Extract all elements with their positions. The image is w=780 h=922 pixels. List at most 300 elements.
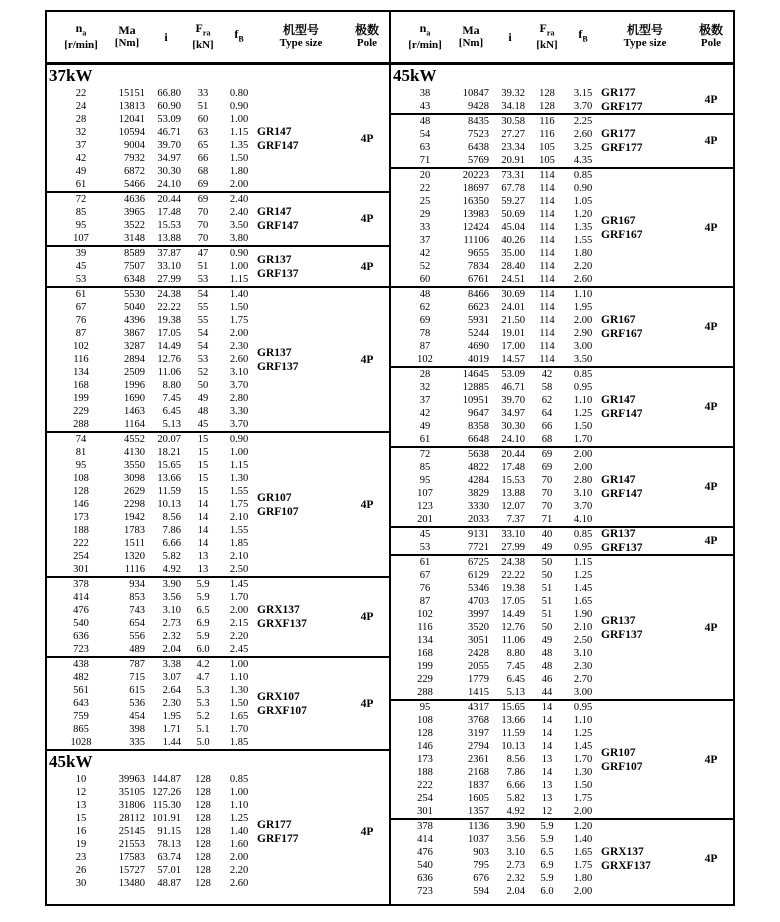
cell-service-factor: 3.70 [229,419,249,430]
cell-service-factor: 1.15 [573,557,593,568]
cell-ratio: 2.04 [162,644,181,655]
cell-radial-force: 6.9 [540,860,554,871]
type-size-line: GRX137 [257,604,300,616]
cell-service-factor: 1.90 [573,609,593,620]
table-row [47,379,389,392]
cell-radial-force: 55 [197,315,209,326]
cell-speed: 12 [75,787,87,798]
table-row [47,472,389,485]
cell-radial-force: 5.1 [196,724,210,735]
cell-ratio: 27.99 [501,542,525,553]
table-row [47,392,389,405]
cell-ratio: 6.66 [162,538,181,549]
cell-speed: 19 [75,839,87,850]
header-symbol-fb: $f_B$ [578,27,588,44]
cell-speed: 72 [75,194,87,205]
cell-speed: 42 [419,408,431,419]
cell-speed: 37 [75,140,87,151]
cell-torque: 454 [129,711,145,722]
cell-radial-force: 5.0 [196,737,210,748]
type-size-line: GRF177 [601,101,643,113]
cell-speed: 865 [73,724,89,735]
cell-ratio: 53.09 [157,114,181,125]
cell-service-factor: 2.00 [573,886,593,897]
column-header-ma [107,12,147,62]
pole-label: 4P [704,621,718,634]
cell-speed: 87 [75,328,87,339]
cell-radial-force: 70 [197,233,209,244]
table-row [391,779,733,792]
cell-ratio: 3.10 [506,847,525,858]
cell-ratio: 7.86 [162,525,181,536]
cell-torque: 6438 [468,142,489,153]
table-row [47,206,389,219]
type-size-line: GRF137 [601,542,643,554]
cell-radial-force: 70 [197,220,209,231]
cell-radial-force: 114 [539,354,555,365]
cell-ratio: 10.13 [157,499,181,510]
cell-radial-force: 13 [541,780,553,791]
type-size-line: GRXF137 [601,860,651,872]
cell-radial-force: 52 [197,367,209,378]
cell-torque: 9655 [468,248,489,259]
cell-radial-force: 45 [197,419,209,430]
cell-speed: 123 [417,501,433,512]
cell-radial-force: 69 [197,194,209,205]
cell-torque: 4396 [124,315,145,326]
cell-torque: 3520 [468,622,489,633]
cell-service-factor: 3.70 [573,501,593,512]
cell-ratio: 46.71 [157,127,181,138]
cell-radial-force: 64 [541,408,553,419]
table-row [391,766,733,779]
cell-service-factor: 1.50 [573,780,593,791]
table-row [391,301,733,314]
type-size-line: GR177 [601,128,636,140]
cell-torque: 398 [129,724,145,735]
cell-service-factor: 1.70 [229,592,249,603]
cell-ratio: 7.86 [506,767,525,778]
cell-torque: 5244 [468,328,489,339]
pole-label: 4P [360,697,374,710]
cell-service-factor: 2.60 [573,274,593,285]
cell-ratio: 13.88 [157,233,181,244]
table-body-left [47,65,389,904]
cell-torque: 5638 [468,449,489,460]
cell-radial-force: 51 [197,261,209,272]
cell-ratio: 24.10 [501,434,525,445]
cell-radial-force: 44 [541,687,553,698]
pole-label: 4P [704,481,718,493]
cell-ratio: 7.45 [506,661,525,672]
header-unit-fra: [kN] [192,39,214,52]
cell-torque: 2168 [468,767,489,778]
cell-service-factor: 1.95 [573,302,593,313]
cell-service-factor: 1.75 [573,860,593,871]
cell-torque: 4130 [124,447,145,458]
cell-service-factor: 2.15 [229,618,249,629]
cell-torque: 1415 [468,687,489,698]
cell-radial-force: 6.5 [196,605,210,616]
table-row [391,474,733,487]
cell-torque: 1463 [124,406,145,417]
cell-torque: 795 [473,860,489,871]
cell-radial-force: 128 [539,88,555,99]
cell-radial-force: 63 [197,127,209,138]
cell-torque: 39963 [118,774,145,785]
cell-torque: 12424 [462,222,489,233]
header-symbol-type: 机型号 [626,23,663,37]
cell-service-factor: 0.80 [229,88,249,99]
cell-torque: 3768 [468,715,489,726]
table-row [391,314,733,327]
cell-service-factor: 1.25 [229,813,249,824]
cell-torque: 10847 [462,88,489,99]
cell-service-factor: 1.80 [573,873,593,884]
cell-speed: 116 [73,354,89,365]
cell-ratio: 37.87 [157,248,181,259]
section-title: 45kW [49,752,93,771]
cell-ratio: 19.38 [157,315,181,326]
cell-speed: 32 [75,127,87,138]
cell-service-factor: 1.10 [229,800,249,811]
cell-service-factor: 3.50 [229,220,249,231]
cell-radial-force: 128 [539,101,555,112]
cell-speed: 540 [417,860,433,871]
cell-torque: 2428 [468,648,489,659]
cell-ratio: 3.07 [162,672,181,683]
cell-torque: 10594 [118,127,145,138]
spec-block [47,773,389,890]
table-row [47,825,389,838]
cell-radial-force: 6.9 [196,618,210,629]
cell-ratio: 5.82 [506,793,525,804]
type-size-line: GRXF137 [257,618,307,630]
cell-torque: 4703 [468,596,489,607]
cell-speed: 102 [73,341,89,352]
cell-ratio: 4.92 [162,564,181,575]
pole-label: 4P [704,321,718,333]
table-row [47,864,389,877]
cell-speed: 95 [419,475,431,486]
cell-radial-force: 55 [197,302,209,313]
cell-radial-force: 54 [197,341,209,352]
cell-radial-force: 51 [541,596,553,607]
cell-service-factor: 2.70 [573,674,593,685]
type-size-line: GRF147 [257,140,299,152]
cell-torque: 1320 [124,551,145,562]
cell-radial-force: 114 [539,315,555,326]
header-unit-ma: [Nm] [458,37,484,49]
cell-torque: 8589 [124,248,145,259]
spec-block [47,247,389,286]
cell-service-factor: 3.10 [229,367,249,378]
table-row [47,617,389,630]
cell-service-factor: 2.00 [229,179,249,190]
cell-radial-force: 6.5 [540,847,554,858]
table-row [391,660,733,673]
table-row [391,820,733,833]
cell-speed: 87 [419,341,431,352]
cell-speed: 723 [73,644,89,655]
table-row [47,340,389,353]
section-title: 45kW [393,66,437,85]
cell-speed: 60 [419,274,431,285]
cell-speed: 95 [75,460,87,471]
cell-torque: 13983 [462,209,489,220]
cell-service-factor: 0.85 [573,170,593,181]
cell-radial-force: 70 [541,501,553,512]
table-row [391,182,733,195]
cell-radial-force: 68 [197,166,209,177]
cell-radial-force: 70 [541,475,553,486]
cell-service-factor: 1.50 [229,302,249,313]
cell-speed: 76 [75,315,87,326]
cell-speed: 188 [417,767,433,778]
table-row [47,591,389,604]
type-size-label [257,346,299,374]
cell-torque: 3867 [124,328,145,339]
cell-ratio: 27.27 [501,129,525,140]
cell-service-factor: 1.55 [229,525,249,536]
cell-radial-force: 5.9 [196,631,210,642]
cell-radial-force: 49 [541,542,553,553]
table-row [47,247,389,260]
cell-ratio: 48.87 [157,878,181,889]
cell-speed: 10 [75,774,87,785]
cell-radial-force: 51 [541,583,553,594]
cell-ratio: 15.65 [157,460,181,471]
cell-speed: 134 [417,635,433,646]
type-size-line: GRF137 [257,360,299,373]
cell-torque: 1996 [124,380,145,391]
table-row [47,87,389,100]
cell-speed: 22 [75,88,87,99]
cell-radial-force: 14 [197,525,209,536]
cell-service-factor: 3.70 [229,380,249,391]
cell-radial-force: 6.0 [196,644,210,655]
cell-speed: 32 [419,382,431,393]
type-size-line: GR107 [257,491,292,504]
cell-speed: 173 [417,754,433,765]
cell-speed: 107 [73,233,89,244]
cell-torque: 1037 [468,834,489,845]
gearmotor-spec-table [45,10,735,906]
cell-torque: 615 [129,685,145,696]
cell-speed: 26 [75,865,87,876]
cell-speed: 67 [419,570,431,581]
cell-service-factor: 3.00 [573,341,593,352]
cell-radial-force: 71 [541,514,553,525]
cell-torque: 5346 [468,583,489,594]
cell-speed: 95 [75,220,87,231]
cell-radial-force: 15 [197,473,209,484]
type-size-label [601,127,643,155]
column-header-row-left [47,12,389,65]
cell-speed: 288 [73,419,89,430]
table-row [47,405,389,418]
cell-radial-force: 114 [539,274,555,285]
cell-torque: 1690 [124,393,145,404]
table-row [47,139,389,152]
cell-radial-force: 13 [197,564,209,575]
cell-ratio: 39.32 [501,88,525,99]
cell-torque: 17583 [118,852,145,863]
cell-torque: 10951 [462,395,489,406]
cell-ratio: 2.64 [162,685,181,696]
table-row [47,604,389,617]
cell-torque: 3997 [468,609,489,620]
cell-radial-force: 5.9 [540,821,554,832]
table-row [47,773,389,786]
cell-torque: 4317 [468,702,489,713]
table-row [47,498,389,511]
pole-label: 4P [360,213,374,225]
table-row [47,537,389,550]
cell-radial-force: 128 [195,878,211,889]
pole-label: 4P [360,498,374,511]
cell-service-factor: 1.10 [573,715,593,726]
cell-torque: 3287 [124,341,145,352]
cell-radial-force: 128 [195,839,211,850]
cell-speed: 53 [75,274,87,285]
cell-torque: 1511 [124,538,145,549]
cell-speed: 146 [417,741,433,752]
cell-torque: 14645 [462,369,489,380]
table-row [391,100,733,113]
type-size-line: GR137 [601,614,636,627]
cell-service-factor: 0.95 [573,702,593,713]
cell-speed: 67 [75,302,87,313]
cell-torque: 15727 [118,865,145,876]
table-row [47,288,389,301]
cell-torque: 3550 [124,460,145,471]
cell-speed: 116 [417,622,433,633]
cell-speed: 22 [419,183,431,194]
cell-service-factor: 2.80 [573,475,593,486]
cell-ratio: 115.30 [152,800,181,811]
cell-radial-force: 116 [539,116,555,127]
type-size-line: GR147 [601,474,636,486]
cell-torque: 28112 [119,813,145,824]
cell-service-factor: 1.40 [229,826,249,837]
column-header-i [491,12,529,62]
table-row [47,812,389,825]
cell-torque: 3330 [468,501,489,512]
cell-torque: 556 [129,631,145,642]
cell-speed: 723 [417,886,433,897]
table-row [47,152,389,165]
cell-speed: 69 [419,315,431,326]
cell-torque: 5530 [124,289,145,300]
cell-torque: 2055 [468,661,489,672]
cell-ratio: 6.66 [506,780,525,791]
cell-speed: 24 [75,101,87,112]
header-symbol-ma: Ma [118,23,136,37]
type-size-line: GRF147 [601,408,643,420]
cell-service-factor: 1.30 [229,473,249,484]
cell-ratio: 20.91 [501,155,525,166]
spec-block [391,87,733,113]
cell-speed: 52 [419,261,431,272]
cell-speed: 45 [75,261,87,272]
cell-radial-force: 51 [197,101,209,112]
cell-speed: 38 [419,88,431,99]
cell-radial-force: 58 [541,382,553,393]
cell-service-factor: 1.50 [229,698,249,709]
type-size-line: GRF137 [601,628,643,641]
cell-service-factor: 1.85 [229,737,249,748]
table-row [47,630,389,643]
cell-speed: 108 [73,473,89,484]
cell-service-factor: 2.50 [229,564,249,575]
table-row [391,805,733,818]
cell-radial-force: 114 [539,261,555,272]
table-row [391,846,733,859]
table-row [47,877,389,890]
pole-label: 4P [360,133,374,145]
cell-radial-force: 14 [197,512,209,523]
cell-torque: 9428 [468,101,489,112]
cell-radial-force: 105 [539,155,555,166]
cell-service-factor: 2.60 [229,354,249,365]
type-size-line: GR167 [601,214,636,227]
cell-radial-force: 6.0 [540,886,554,897]
type-size-line: GRF147 [257,220,299,232]
table-row [391,513,733,526]
table-row [391,872,733,885]
cell-ratio: 3.38 [162,659,181,670]
cell-torque: 3829 [468,488,489,499]
cell-ratio: 6.45 [162,406,181,417]
cell-ratio: 3.90 [162,579,181,590]
cell-ratio: 15.65 [501,702,525,713]
cell-radial-force: 105 [539,142,555,153]
table-row [47,366,389,379]
cell-service-factor: 4.10 [573,514,593,525]
cell-speed: 134 [73,367,89,378]
cell-service-factor: 1.20 [573,821,593,832]
cell-service-factor: 0.95 [573,542,593,553]
cell-ratio: 5.82 [162,551,181,562]
table-row [391,541,733,554]
cell-ratio: 59.27 [501,196,525,207]
cell-radial-force: 128 [195,865,211,876]
cell-ratio: 30.30 [157,166,181,177]
cell-ratio: 17.05 [501,596,525,607]
cell-radial-force: 128 [195,826,211,837]
cell-ratio: 27.99 [157,274,181,285]
cell-radial-force: 114 [539,289,555,300]
cell-torque: 1116 [124,564,145,575]
cell-ratio: 101.91 [152,813,181,824]
cell-radial-force: 50 [541,570,553,581]
cell-speed: 146 [73,499,89,510]
cell-ratio: 15.53 [157,220,181,231]
type-size-line: GR137 [601,528,636,540]
cell-radial-force: 48 [541,661,553,672]
cell-speed: 414 [417,834,433,845]
cell-speed: 87 [419,596,431,607]
cell-speed: 61 [75,289,87,300]
cell-torque: 11106 [463,235,489,246]
table-row [391,87,733,100]
type-size-line: GR107 [601,746,636,759]
cell-torque: 12041 [118,114,145,125]
type-size-line: GR177 [601,87,636,99]
pole-label: 4P [704,221,718,234]
cell-service-factor: 2.50 [573,635,593,646]
